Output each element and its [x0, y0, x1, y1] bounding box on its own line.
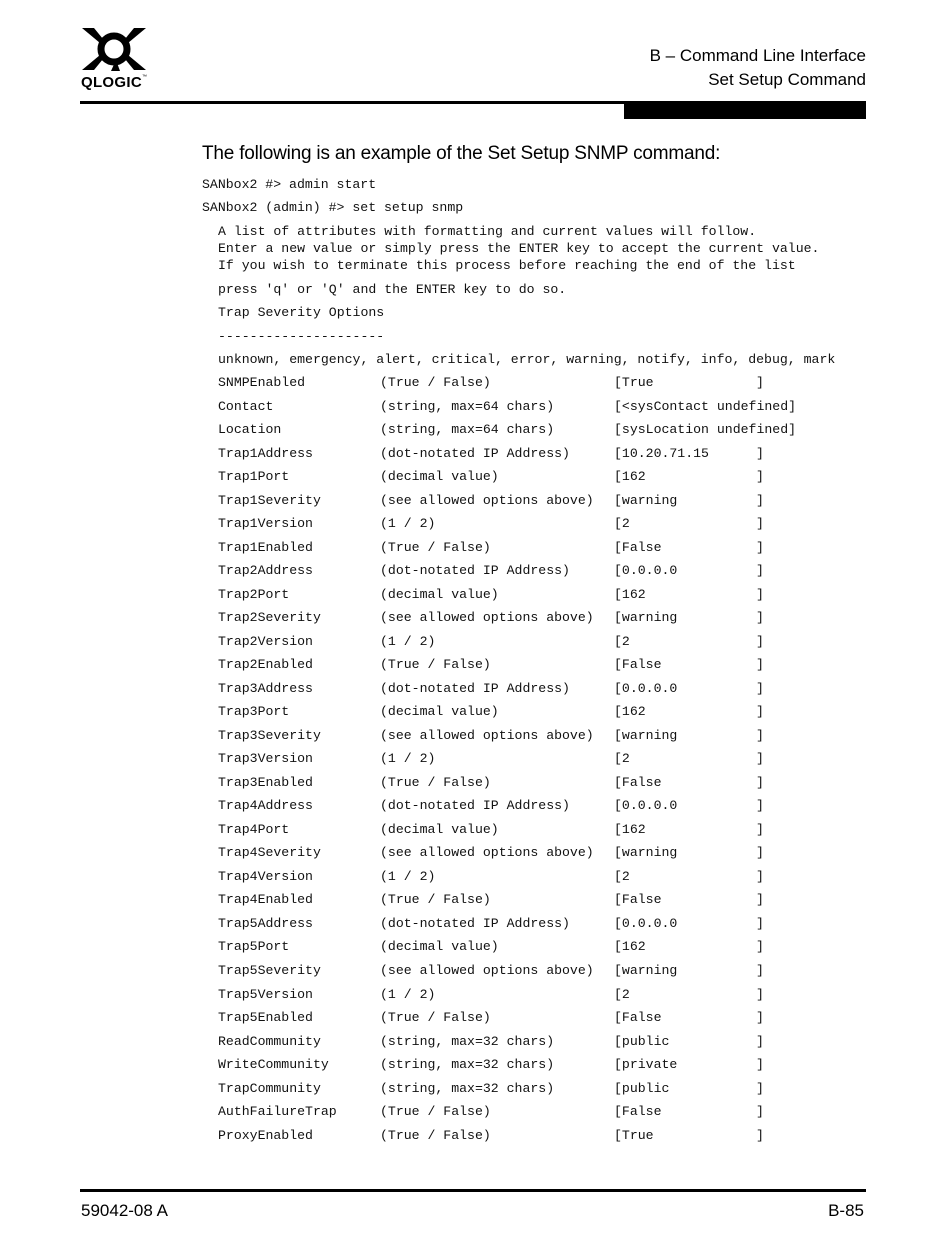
- qlogic-logo-mark-icon: [80, 26, 148, 72]
- attribute-value: [warning: [614, 727, 678, 743]
- attribute-format: (dot-notated IP Address): [380, 798, 570, 814]
- attribute-name: Trap5Port: [218, 939, 290, 955]
- attribute-name: Trap3Port: [218, 704, 290, 720]
- attribute-value-close: ]: [756, 539, 764, 555]
- page-number: B-85: [828, 1201, 864, 1220]
- attribute-value: [0.0.0.0: [614, 680, 678, 696]
- attribute-value-close: ]: [756, 1080, 764, 1096]
- chapter-title: B – Command Line Interface: [649, 46, 866, 65]
- severity-options: unknown, emergency, alert, critical, error, warning, notify, info, debug, mark: [218, 352, 836, 367]
- attribute-value-close: ]: [756, 586, 764, 602]
- attribute-name: Trap4Address: [218, 798, 313, 814]
- attribute-value: [0.0.0.0: [614, 915, 678, 931]
- attribute-value: [0.0.0.0: [614, 798, 678, 814]
- attribute-name: Trap4Port: [218, 821, 290, 837]
- attribute-format: (decimal value): [380, 821, 499, 837]
- attribute-value-close: ]: [756, 492, 764, 508]
- footer-rule: [80, 1189, 866, 1192]
- attribute-value-close: ]: [756, 1057, 764, 1073]
- attribute-value-close: ]: [756, 1127, 764, 1143]
- attribute-value: [public: [614, 1080, 670, 1096]
- logo-text: QLOGIC™: [81, 74, 148, 91]
- attribute-name: Trap4Version: [218, 868, 313, 884]
- attribute-format: (1 / 2): [380, 986, 436, 1002]
- attribute-value: [warning: [614, 610, 678, 626]
- attribute-value: [False: [614, 774, 662, 790]
- running-header: [650, 44, 866, 92]
- attribute-name: SNMPEnabled: [218, 375, 306, 390]
- attribute-format: (decimal value): [380, 586, 499, 602]
- command-line: SANbox2 #> admin start: [202, 177, 377, 192]
- attribute-format: (True / False): [380, 375, 491, 390]
- attribute-value-close: ]: [756, 657, 764, 673]
- attribute-format: (dot-notated IP Address): [380, 680, 570, 696]
- dashes-divider: ---------------------: [218, 329, 385, 344]
- attribute-format: (dot-notated IP Address): [380, 915, 570, 931]
- attribute-format: (True / False): [380, 1127, 491, 1143]
- attribute-value-close: ]: [756, 704, 764, 720]
- attribute-value-close: ]: [756, 1033, 764, 1049]
- attribute-name: Trap3Enabled: [218, 774, 313, 790]
- note-line: press 'q' or 'Q' and the ENTER key to do so.: [218, 282, 567, 297]
- attribute-value: [True: [614, 1127, 654, 1143]
- attribute-name: Trap5Severity: [218, 963, 321, 978]
- attribute-value-close: ]: [756, 1010, 764, 1026]
- attribute-name: WriteCommunity: [218, 1057, 329, 1073]
- attribute-format: (see allowed options above): [380, 963, 594, 978]
- attribute-format: (see allowed options above): [380, 610, 594, 626]
- attribute-name: Trap2Port: [218, 586, 290, 602]
- attribute-name: Trap4Severity: [218, 845, 321, 861]
- attribute-format: (dot-notated IP Address): [380, 445, 570, 461]
- attribute-format: (see allowed options above): [380, 727, 594, 743]
- note-line: A list of attributes with formatting and current values will follow.: [218, 224, 757, 239]
- attribute-name: Trap5Enabled: [218, 1010, 313, 1026]
- attribute-name: ProxyEnabled: [218, 1127, 313, 1143]
- attribute-format: (True / False): [380, 892, 491, 908]
- attribute-name: Trap5Version: [218, 986, 313, 1002]
- attribute-value-close: ]: [756, 939, 764, 955]
- attribute-value-close: ]: [756, 610, 764, 626]
- attribute-format: (see allowed options above): [380, 492, 594, 508]
- attribute-value: [162: [614, 586, 646, 602]
- attribute-name: Trap1Address: [218, 445, 313, 461]
- attribute-name: Trap4Enabled: [218, 892, 313, 908]
- attribute-format: (decimal value): [380, 939, 499, 955]
- attribute-value-close: ]: [756, 821, 764, 837]
- command-line: SANbox2 (admin) #> set setup snmp: [202, 200, 464, 215]
- attribute-value: [private: [614, 1057, 678, 1073]
- attribute-value: [False: [614, 1104, 662, 1120]
- attribute-name: Trap2Version: [218, 633, 313, 649]
- attribute-value-close: ]: [756, 986, 764, 1002]
- attribute-value: [warning: [614, 963, 678, 978]
- attribute-value: [0.0.0.0: [614, 563, 678, 579]
- attribute-name: Trap1Version: [218, 516, 313, 532]
- attribute-value: [True: [614, 375, 654, 390]
- attribute-value: [public: [614, 1033, 670, 1049]
- attribute-value: [2: [614, 633, 630, 649]
- attribute-name: TrapCommunity: [218, 1080, 321, 1096]
- attribute-name: Trap2Enabled: [218, 657, 313, 673]
- attribute-value: [162: [614, 469, 646, 485]
- attribute-format: (string, max=32 chars): [380, 1033, 555, 1049]
- attribute-name: Contact: [218, 398, 274, 414]
- attribute-name: Trap3Address: [218, 680, 313, 696]
- attribute-value-close: ]: [756, 727, 764, 743]
- attribute-name: ReadCommunity: [218, 1033, 321, 1049]
- attribute-value: [10.20.71.15: [614, 445, 709, 461]
- trap-severity-heading: Trap Severity Options: [218, 305, 385, 320]
- attribute-format: (1 / 2): [380, 633, 436, 649]
- attribute-format: (1 / 2): [380, 751, 436, 767]
- attribute-value: [2: [614, 516, 630, 532]
- attribute-value-close: ]: [756, 469, 764, 485]
- attribute-value: [False: [614, 539, 662, 555]
- attribute-value-close: ]: [756, 633, 764, 649]
- attribute-value: [False: [614, 892, 662, 908]
- attribute-value: [2: [614, 751, 630, 767]
- attribute-value: [162: [614, 939, 646, 955]
- attribute-format: (decimal value): [380, 704, 499, 720]
- section-title: Set Setup Command: [708, 70, 866, 89]
- attribute-format: (string, max=64 chars): [380, 422, 555, 438]
- attribute-format: (string, max=64 chars): [380, 398, 555, 414]
- attribute-name: Trap5Address: [218, 915, 313, 931]
- attribute-value-close: ]: [756, 375, 764, 390]
- attribute-name: Trap1Enabled: [218, 539, 313, 555]
- attribute-value: [sysLocation undefined]: [614, 422, 797, 438]
- attribute-value-close: ]: [756, 845, 764, 861]
- note-line: Enter a new value or simply press the ENTER key to accept the current value.: [218, 241, 820, 256]
- attribute-value-close: ]: [756, 892, 764, 908]
- attribute-value-close: ]: [756, 563, 764, 579]
- attribute-value: [2: [614, 986, 630, 1002]
- attribute-value-close: ]: [756, 445, 764, 461]
- attribute-value: [False: [614, 1010, 662, 1026]
- attribute-value: [2: [614, 868, 630, 884]
- attribute-name: Trap1Severity: [218, 492, 321, 508]
- header-rule-block: [624, 101, 866, 119]
- intro-paragraph: The following is an example of the Set Setup SNMP command:: [202, 143, 721, 164]
- attribute-format: (1 / 2): [380, 868, 436, 884]
- attribute-format: (True / False): [380, 539, 491, 555]
- attribute-name: Trap2Severity: [218, 610, 321, 626]
- attribute-value-close: ]: [756, 915, 764, 931]
- attribute-name: Trap3Version: [218, 751, 313, 767]
- attribute-value: [False: [614, 657, 662, 673]
- attribute-value-close: ]: [756, 774, 764, 790]
- attribute-format: (dot-notated IP Address): [380, 563, 570, 579]
- attribute-format: (string, max=32 chars): [380, 1057, 555, 1073]
- attribute-value-close: ]: [756, 963, 764, 978]
- attribute-value: [162: [614, 821, 646, 837]
- attribute-value-close: ]: [756, 680, 764, 696]
- attribute-format: (True / False): [380, 1104, 491, 1120]
- attribute-name: Trap3Severity: [218, 727, 321, 743]
- attribute-name: Location: [218, 422, 282, 438]
- attribute-name: AuthFailureTrap: [218, 1104, 337, 1120]
- doc-number: 59042-08 A: [81, 1201, 168, 1220]
- attribute-format: (1 / 2): [380, 516, 436, 532]
- attribute-format: (True / False): [380, 657, 491, 673]
- attribute-value-close: ]: [756, 868, 764, 884]
- attribute-value-close: ]: [756, 1104, 764, 1120]
- attribute-value-close: ]: [756, 751, 764, 767]
- attribute-value: [warning: [614, 845, 678, 861]
- attribute-format: (True / False): [380, 774, 491, 790]
- attribute-value: [<sysContact undefined]: [614, 398, 797, 414]
- attribute-name: Trap1Port: [218, 469, 290, 485]
- attribute-value: [warning: [614, 492, 678, 508]
- attribute-format: (string, max=32 chars): [380, 1080, 555, 1096]
- attribute-value-close: ]: [756, 798, 764, 814]
- attribute-value: [162: [614, 704, 646, 720]
- qlogic-logo: [80, 26, 152, 92]
- attribute-name: Trap2Address: [218, 563, 313, 579]
- attribute-format: (True / False): [380, 1010, 491, 1026]
- attribute-value-close: ]: [756, 516, 764, 532]
- attribute-format: (see allowed options above): [380, 845, 594, 861]
- note-line: If you wish to terminate this process before reaching the end of the list: [218, 258, 796, 273]
- attribute-format: (decimal value): [380, 469, 499, 485]
